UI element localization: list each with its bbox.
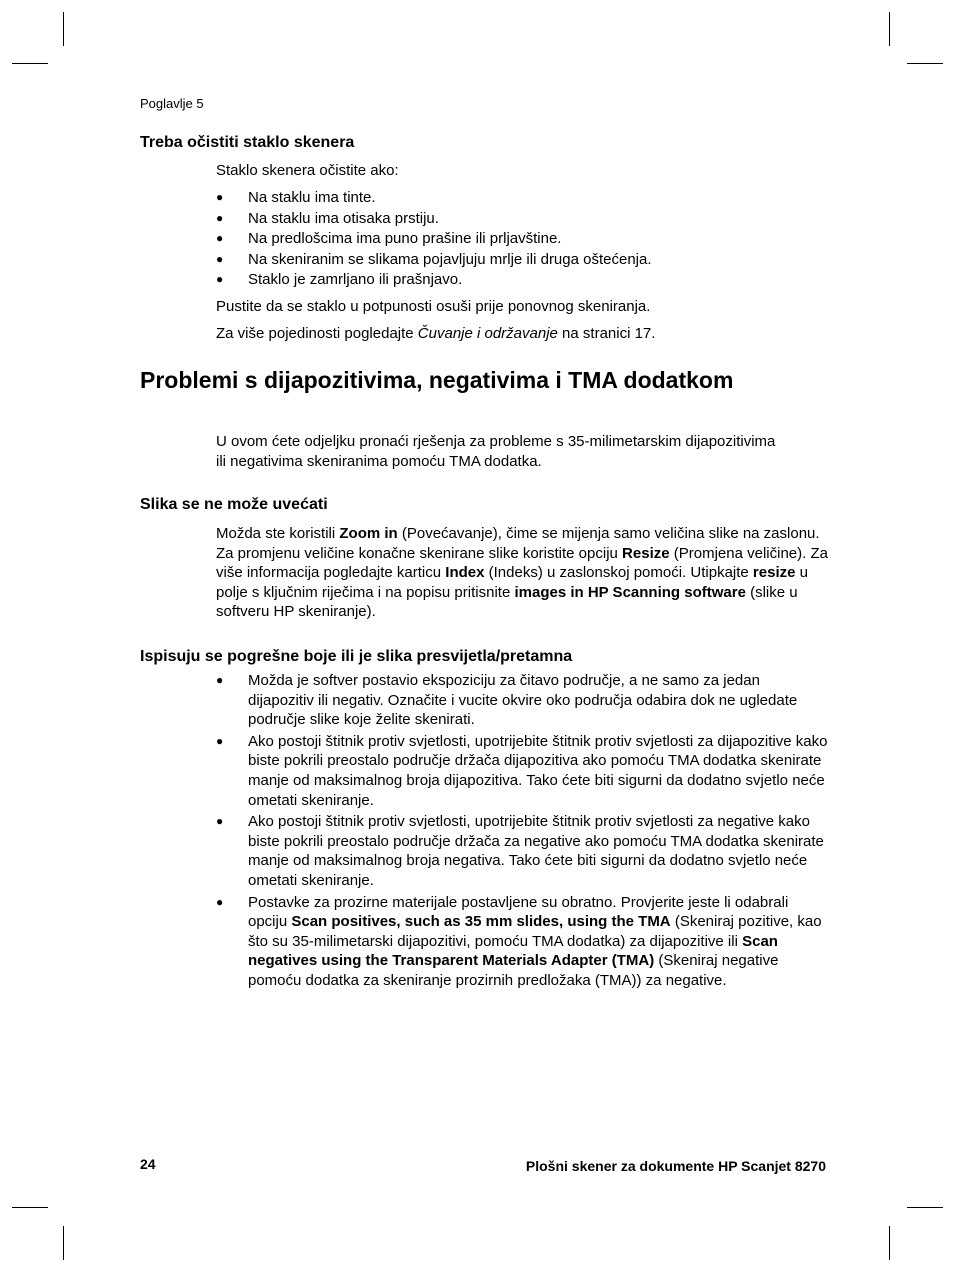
dry-note: Pustite da se staklo u potpunosti osuši prije ponovnog skeniranja. xyxy=(216,298,651,315)
ui-term: Scan positives, such as 35 mm slides, using the TMA xyxy=(291,913,671,931)
zoom-paragraph xyxy=(216,524,828,622)
reference-suffix: na stranici 17. xyxy=(557,325,656,342)
section-heading-zoom: Slika se ne može uvećati xyxy=(140,496,328,513)
list-item xyxy=(216,893,828,991)
text-run: Postavke za prozirne materijale postavljene su obratno. Provjerite jeste li odabrali opciju xyxy=(248,893,789,931)
ui-term: Resize xyxy=(622,544,670,562)
crop-mark xyxy=(889,12,890,46)
section-intro-line: ili negativima skeniranima pomoću TMA dodatka. xyxy=(216,453,542,470)
list-item: ● Na predlošcima ima puno prašine ili prljavštine. xyxy=(216,229,828,249)
glass-bullet-list xyxy=(216,188,828,290)
text-run: (Promjena veličine). Za više informacija pogledajte karticu xyxy=(216,544,828,582)
text-run: Možda ste koristili xyxy=(216,525,340,542)
text-run: (Skeniraj pozitive, kao što su 35-milimetarski dijapozitivi, pomoću TMA dodatka) za dijapozitive ili xyxy=(248,913,822,950)
crop-mark xyxy=(12,63,48,64)
glass-intro: Staklo skenera očistite ako: xyxy=(216,162,399,179)
page-number: 24 xyxy=(140,1156,156,1172)
text-run: (Skeniraj negative pomoću dodatka za skeniranje prozirnih predložaka (TMA)) za negative. xyxy=(248,952,779,989)
ui-term: images in HP Scanning software xyxy=(514,583,746,601)
crop-mark xyxy=(907,63,943,64)
crop-mark xyxy=(907,1207,943,1208)
section-title: Problemi s dijapozitivima, negativima i TMA dodatkom xyxy=(140,367,734,393)
list-item: ● Ako postoji štitnik protiv svjetlosti, upotrijebite štitnik protiv svjetlosti za dijapozitive kako biste pokrili preostalo područje držača dijapozitiva ako pomoću TMA dodatka skenirate manje od maksimalnog broja dijapozitiva. Tako ćete biti sigurni da dodatno svjetlo neće ometati skeniranje. xyxy=(216,732,828,810)
section-intro-line: U ovom ćete odjeljku pronaći rješenja za probleme s 35-milimetarskim dijapozitivima xyxy=(216,433,776,450)
reference-line xyxy=(216,324,655,344)
ui-term: Zoom in xyxy=(339,525,398,542)
chapter-label: Poglavlje 5 xyxy=(140,96,204,111)
colors-bullet-list xyxy=(216,671,828,991)
ui-term: resize xyxy=(752,564,796,582)
text-run: (Indeks) u zaslonskoj pomoći. Utipkajte xyxy=(484,564,753,582)
crop-mark xyxy=(63,12,64,46)
text-run: u polje s ključnim riječima i na popisu pritisnite xyxy=(216,564,808,601)
reference-prefix: Za više pojedinosti pogledajte xyxy=(216,325,418,342)
crop-mark xyxy=(12,1207,48,1208)
list-item: ● Možda je softver postavio ekspoziciju za čitavo područje, a ne samo za jedan dijapozitiv ili negativ. Označite i vucite okvire oko područja odabira dok ne ugledate područje slike koje želite skenirati. xyxy=(216,671,828,730)
footer-product-title: Plošni skener za dokumente HP Scanjet 8270 xyxy=(525,1158,826,1174)
list-item: ● Na skeniranim se slikama pojavljuju mrlje ili druga oštećenja. xyxy=(216,250,828,270)
ui-term: Scan negatives using the Transparent Materials Adapter (TMA) xyxy=(248,932,778,970)
crop-mark xyxy=(63,1226,64,1260)
crop-mark xyxy=(889,1226,890,1260)
list-item: ● Na staklu ima tinte. xyxy=(216,188,828,208)
list-item: ● Staklo je zamrljano ili prašnjavo. xyxy=(216,270,828,290)
text-run: (Povećavanje), čime se mijenja samo veličina slike na zaslonu. Za promjenu veličine konačne skenirane slike koristite opciju xyxy=(216,525,820,562)
text-run: (slike u softveru HP skeniranje). xyxy=(216,583,798,621)
reference-link: Čuvanje i održavanje xyxy=(417,325,558,342)
section-heading-colors: Ispisuju se pogrešne boje ili je slika presvijetla/pretamna xyxy=(140,648,573,665)
list-item: ● Ako postoji štitnik protiv svjetlosti, upotrijebite štitnik protiv svjetlosti za negative kako biste pokrili preostalo područje držača za negative ako pomoću TMA dodatka skenirate manje od maksimalnog broja negativa. Tako ćete biti sigurni da dodatno svjetlo neće ometati skeniranje. xyxy=(216,812,828,890)
section-heading-glass: Treba očistiti staklo skenera xyxy=(140,134,355,151)
list-item: ● Na staklu ima otisaka prstiju. xyxy=(216,209,828,229)
ui-term: Index xyxy=(445,564,485,582)
